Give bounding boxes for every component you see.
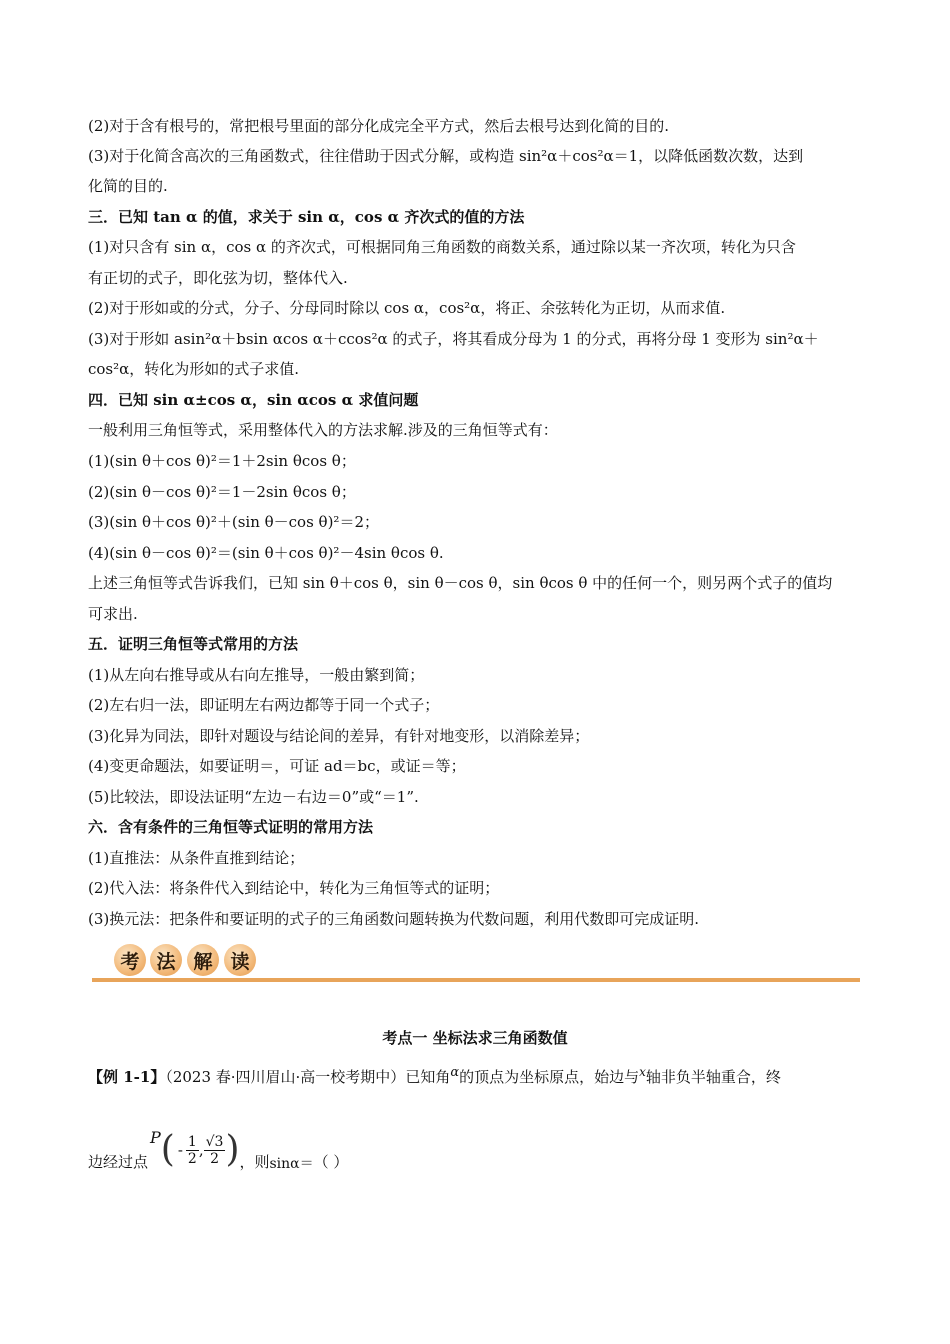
example-text: 的顶点为坐标原点，始边与: [459, 1068, 640, 1086]
paragraph-line: (2)(sin θ－cos θ)²＝1－2sin θcos θ；: [88, 483, 356, 501]
fraction-numerator: √3: [205, 1133, 224, 1150]
point-label: P: [150, 1128, 161, 1147]
banner-badge: 解: [187, 944, 219, 976]
paragraph-line: (1)(sin θ＋cos θ)²＝1＋2sin θcos θ；: [88, 452, 356, 470]
example-text: 轴非负半轴重合，终: [645, 1068, 781, 1086]
example-text: 边经过点: [88, 1153, 149, 1171]
banner-badge: 法: [150, 944, 182, 976]
sin-expression: sinα＝: [269, 1156, 314, 1172]
right-paren: ): [225, 1129, 240, 1170]
section-heading: 六．含有条件的三角恒等式证明的常用方法: [88, 818, 374, 836]
example-text: ，则: [239, 1153, 270, 1171]
paragraph-line: (3)对于形如 asin²α＋bsin αcos α＋ccos²α 的式子，将其看成分母为 1 的分式，再将分母 1 变形为 sin²α＋: [88, 330, 819, 348]
paragraph-line: (4)(sin θ－cos θ)²＝(sin θ＋cos θ)²－4sin θcos θ.: [88, 544, 444, 562]
paragraph-line: 化简的目的.: [88, 177, 168, 195]
paragraph-line: (1)直推法：从条件直推到结论；: [88, 849, 305, 867]
banner-badge: 考: [114, 944, 146, 976]
paragraph-line: 可求出.: [88, 605, 138, 623]
paragraph-line: 上述三角恒等式告诉我们，已知 sin θ＋cos θ，sin θ－cos θ，sin θcos θ 中的任何一个，则另两个式子的值均: [88, 574, 833, 592]
paragraph-line: (3)换元法：把条件和要证明的式子的三角函数问题转换为代数问题，利用代数即可完成证明.: [88, 910, 700, 928]
alpha-symbol: α: [450, 1065, 460, 1080]
paragraph-line: (5)比较法，即设法证明“左边－右边＝0”或“＝1”.: [88, 788, 419, 806]
section-heading: 三．已知 tan α 的值，求关于 sin α，cos α 齐次式的值的方法: [88, 208, 525, 226]
example-line-2: [88, 1122, 864, 1178]
paragraph-line: (1)对只含有 sin α，cos α 的齐次式，可根据同角三角函数的商数关系，通过除以某一齐次项，转化为只含: [88, 238, 796, 256]
fraction-sqrt3-over-2: [204, 1134, 226, 1167]
paragraph-line: 一般利用三角恒等式，采用整体代入的方法求解.涉及的三角恒等式有：: [88, 421, 558, 439]
x-symbol: x: [639, 1065, 646, 1079]
kaofa-jiedu-banner: [92, 942, 860, 984]
paragraph-line: (3)(sin θ＋cos θ)²＋(sin θ－cos θ)²＝2；: [88, 513, 379, 531]
fraction-numerator: 1: [187, 1133, 197, 1150]
banner-divider: [92, 978, 860, 982]
paragraph-line: 有正切的式子，即化弦为切，整体代入.: [88, 269, 348, 287]
minus-sign: -: [177, 1141, 183, 1159]
left-paren: (: [160, 1129, 175, 1170]
paragraph-line: (3)对于化简含高次的三角函数式，往往借助于因式分解，或构造 sin²α＋cos²α＝1，以降低函数次数，达到: [88, 147, 804, 165]
section-title: 考点一 坐标法求三角函数值: [382, 1029, 568, 1047]
paragraph-line: (3)化异为同法，即针对题设与结论间的差异，有针对地变形，以消除差异；: [88, 727, 590, 745]
comma: ,: [198, 1141, 204, 1159]
fraction-denominator: 2: [187, 1150, 197, 1167]
paragraph-line: (4)变更命题法，如要证明＝，可证 ad＝bc，或证＝等；: [88, 757, 466, 775]
section-heading: 五．证明三角恒等式常用的方法: [88, 635, 299, 653]
answer-blank: （ ）: [313, 1153, 349, 1171]
example-line-1: [88, 1062, 864, 1087]
fraction-denominator: 2: [210, 1150, 219, 1167]
paragraph-line: cos²α，转化为形如的式子求值.: [88, 360, 300, 378]
paragraph-line: (1)从左向右推导或从右向左推导，一般由繁到简；: [88, 666, 425, 684]
fraction-half: [186, 1134, 199, 1167]
paragraph-line: (2)代入法：将条件代入到结论中，转化为三角恒等式的证明；: [88, 879, 500, 897]
banner-badge: 读: [224, 944, 256, 976]
paragraph-line: (2)对于形如或的分式，分子、分母同时除以 cos α，cos²α，将正、余弦转化为正切，从而求值.: [88, 299, 726, 317]
example-text: 已知角: [405, 1068, 451, 1086]
section-heading: 四．已知 sin α±cos α，sin αcos α 求值问题: [88, 391, 419, 409]
paragraph-line: (2)对于含有根号的，常把根号里面的部分化成完全平方式，然后去根号达到化简的目的.: [88, 117, 670, 135]
example-source: （2023 春·四川眉山·高一校考期中）: [165, 1068, 406, 1086]
paragraph-line: (2)左右归一法，即证明左右两边都等于同一个式子；: [88, 696, 440, 714]
example-label: 【例 1-1】: [88, 1068, 166, 1086]
